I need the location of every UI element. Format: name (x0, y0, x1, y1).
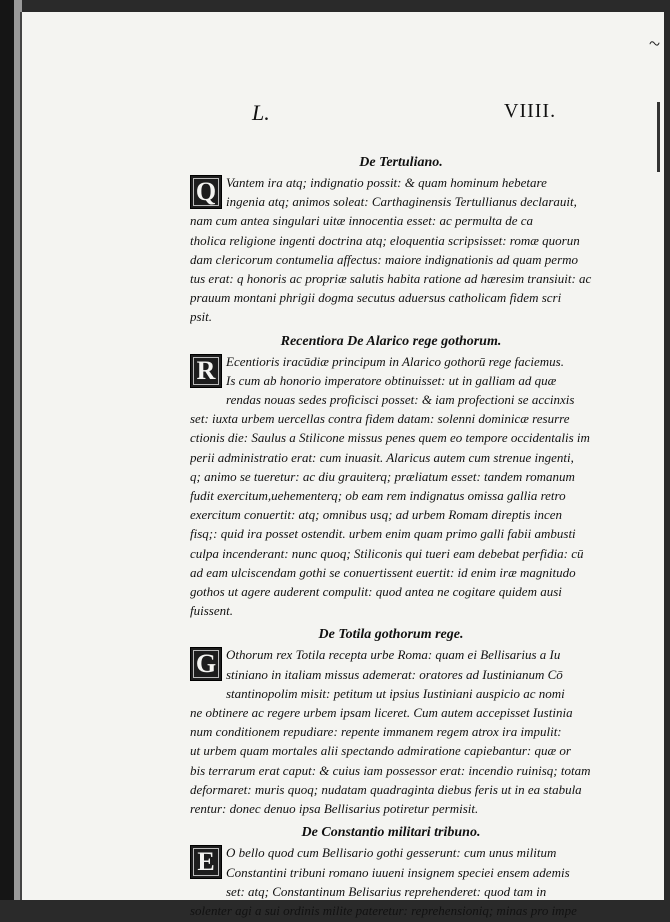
section-body (190, 645, 592, 818)
text-line: dam clericorum contumelia affectus: maiore indignationis ad quam permo (190, 251, 579, 267)
text-column (190, 152, 592, 922)
text-line: Vantem ira atq; indignatio possit: & quam hominum hebetare (226, 175, 547, 190)
book-spine-shadow (0, 0, 14, 900)
decorated-initial: E (190, 845, 222, 879)
scanned-page (20, 12, 664, 918)
text-line: ingenia atq; animos soleat: Carthaginensis Tertullianus declarauit, (226, 194, 577, 210)
text-line: psit. (190, 309, 213, 325)
text-line: fisq;: quid ira posset ostendit. urbem enim quam primo galli fabii ambusti (190, 526, 576, 542)
signature-mark: L. (252, 100, 270, 125)
text-line: ne obtinere ac regere urbem ipsam liceret. Cum autem accepisset Iustinia (190, 705, 573, 721)
section-body (190, 173, 592, 327)
text-line: culpa incenderant: nunc quoq; Stiliconis qui tueri eam debebat perfidia: cū (190, 545, 584, 561)
text-line: stiniano in italiam missus ademerat: oratores ad Iustinianum Cō (226, 666, 563, 682)
decorated-initial: Q (190, 175, 222, 209)
section-body (190, 843, 592, 920)
text-line: fudit exercitum,uehementerq; ob eam rem indignatus omissa gallia retro (190, 488, 566, 504)
text-line: rendas nouas sedes proficisci posset: & iam profectioni se accinxis (226, 392, 575, 408)
decorated-initial: G (190, 647, 222, 681)
text-line: set: iuxta urbem uercellas contra fidem datam: solenni dominicæ resurre (190, 411, 570, 427)
text-line: bis terrarum erat caput: & cuius iam possessor erat: incendio ruinisq; totam (190, 762, 591, 778)
text-line: ut urbem quam mortales alii spectando admiratione capiebantur: quæ or (190, 743, 571, 759)
running-head (22, 100, 662, 130)
text-line: exercitum conuertit: atq; omnibus usq; ad urbem Romam direptis incen (190, 507, 562, 523)
section-heading: Recentiora De Alarico rege gothorum. (280, 333, 502, 349)
corner-ink-mark: ~ (647, 32, 663, 56)
text-line: deformaret: muris quoq; nudatam quadraginta diebus feris ut in ea stabula (190, 781, 582, 797)
section-heading: De Constantio militari tribuno. (301, 825, 481, 841)
text-line: num conditionem repudiare: repente immanem regem atrox ira impulit: (190, 724, 562, 740)
text-line: Ecentioris iracūdiæ principum in Alarico gothorū rege faciemus. (226, 353, 564, 369)
text-line: stantinopolim misit: petitum ut ipsius Iustiniani auspicio ac nomi (226, 685, 565, 701)
text-line: tholica religione ingenti doctrina atq; eloquentia scripsisset: romæ quorun (190, 232, 580, 248)
text-line: ctionis die: Saulus a Stilicone missus penes quem eo tempore occidentalis im (190, 430, 590, 446)
text-line: rentur: donec denuo ipsa Bellisarius potiretur permisit. (190, 801, 479, 817)
section-body (190, 352, 592, 621)
text-line: ad eam ulciscendam gothi se conuertissent euertit: id enim iræ magnitudo (190, 564, 576, 580)
text-line: O bello quod cum Bellisario gothi gesserunt: cum unus militum (226, 845, 557, 861)
text-line: gothos ut agere auderent compulit: quod antea ne cogitare quidem ausi (190, 584, 562, 600)
text-line: Is cum ab honorio imperatore obtinuisset: ut in galliam ad quæ (226, 372, 557, 388)
folio-number: VIIII. (504, 100, 557, 122)
decorated-initial: R (190, 354, 222, 388)
text-line: fuissent. (190, 603, 233, 619)
section-heading: De Tertuliano. (359, 155, 443, 170)
text-line: nam cum antea singulari uitæ innocentia esset: ac permulta de ca (190, 213, 534, 229)
text-line: perii administratio erat: cum inuasit. Alaricus autem cum strenue ingenti, (190, 449, 574, 465)
text-line: q; animo se tueretur: ac diu grauiterq; præliatum esset: tandem romanum (190, 468, 575, 484)
text-line: solenter agi a sui ordinis milite pateretur: reprehensioniq; minas pro impe (190, 902, 577, 918)
text-line: prauum montani phrigii dogma secutus aduersus catholicam fidem scri (190, 290, 562, 306)
text-line: set: atq; Constantinum Belisarius reprehenderet: quod tam in (226, 883, 547, 899)
text-line: Othorum rex Totila recepta urbe Roma: quam ei Bellisarius a Iu (226, 647, 561, 663)
section-heading: De Totila gothorum rege. (318, 627, 464, 643)
text-line: tus erat: q honoris ac propriæ salutis habita ratione ad hæresim transiuit: ac (190, 271, 592, 287)
text-line: Constantini tribuni romano iuueni insignem speciei ensem ademis (226, 864, 570, 880)
